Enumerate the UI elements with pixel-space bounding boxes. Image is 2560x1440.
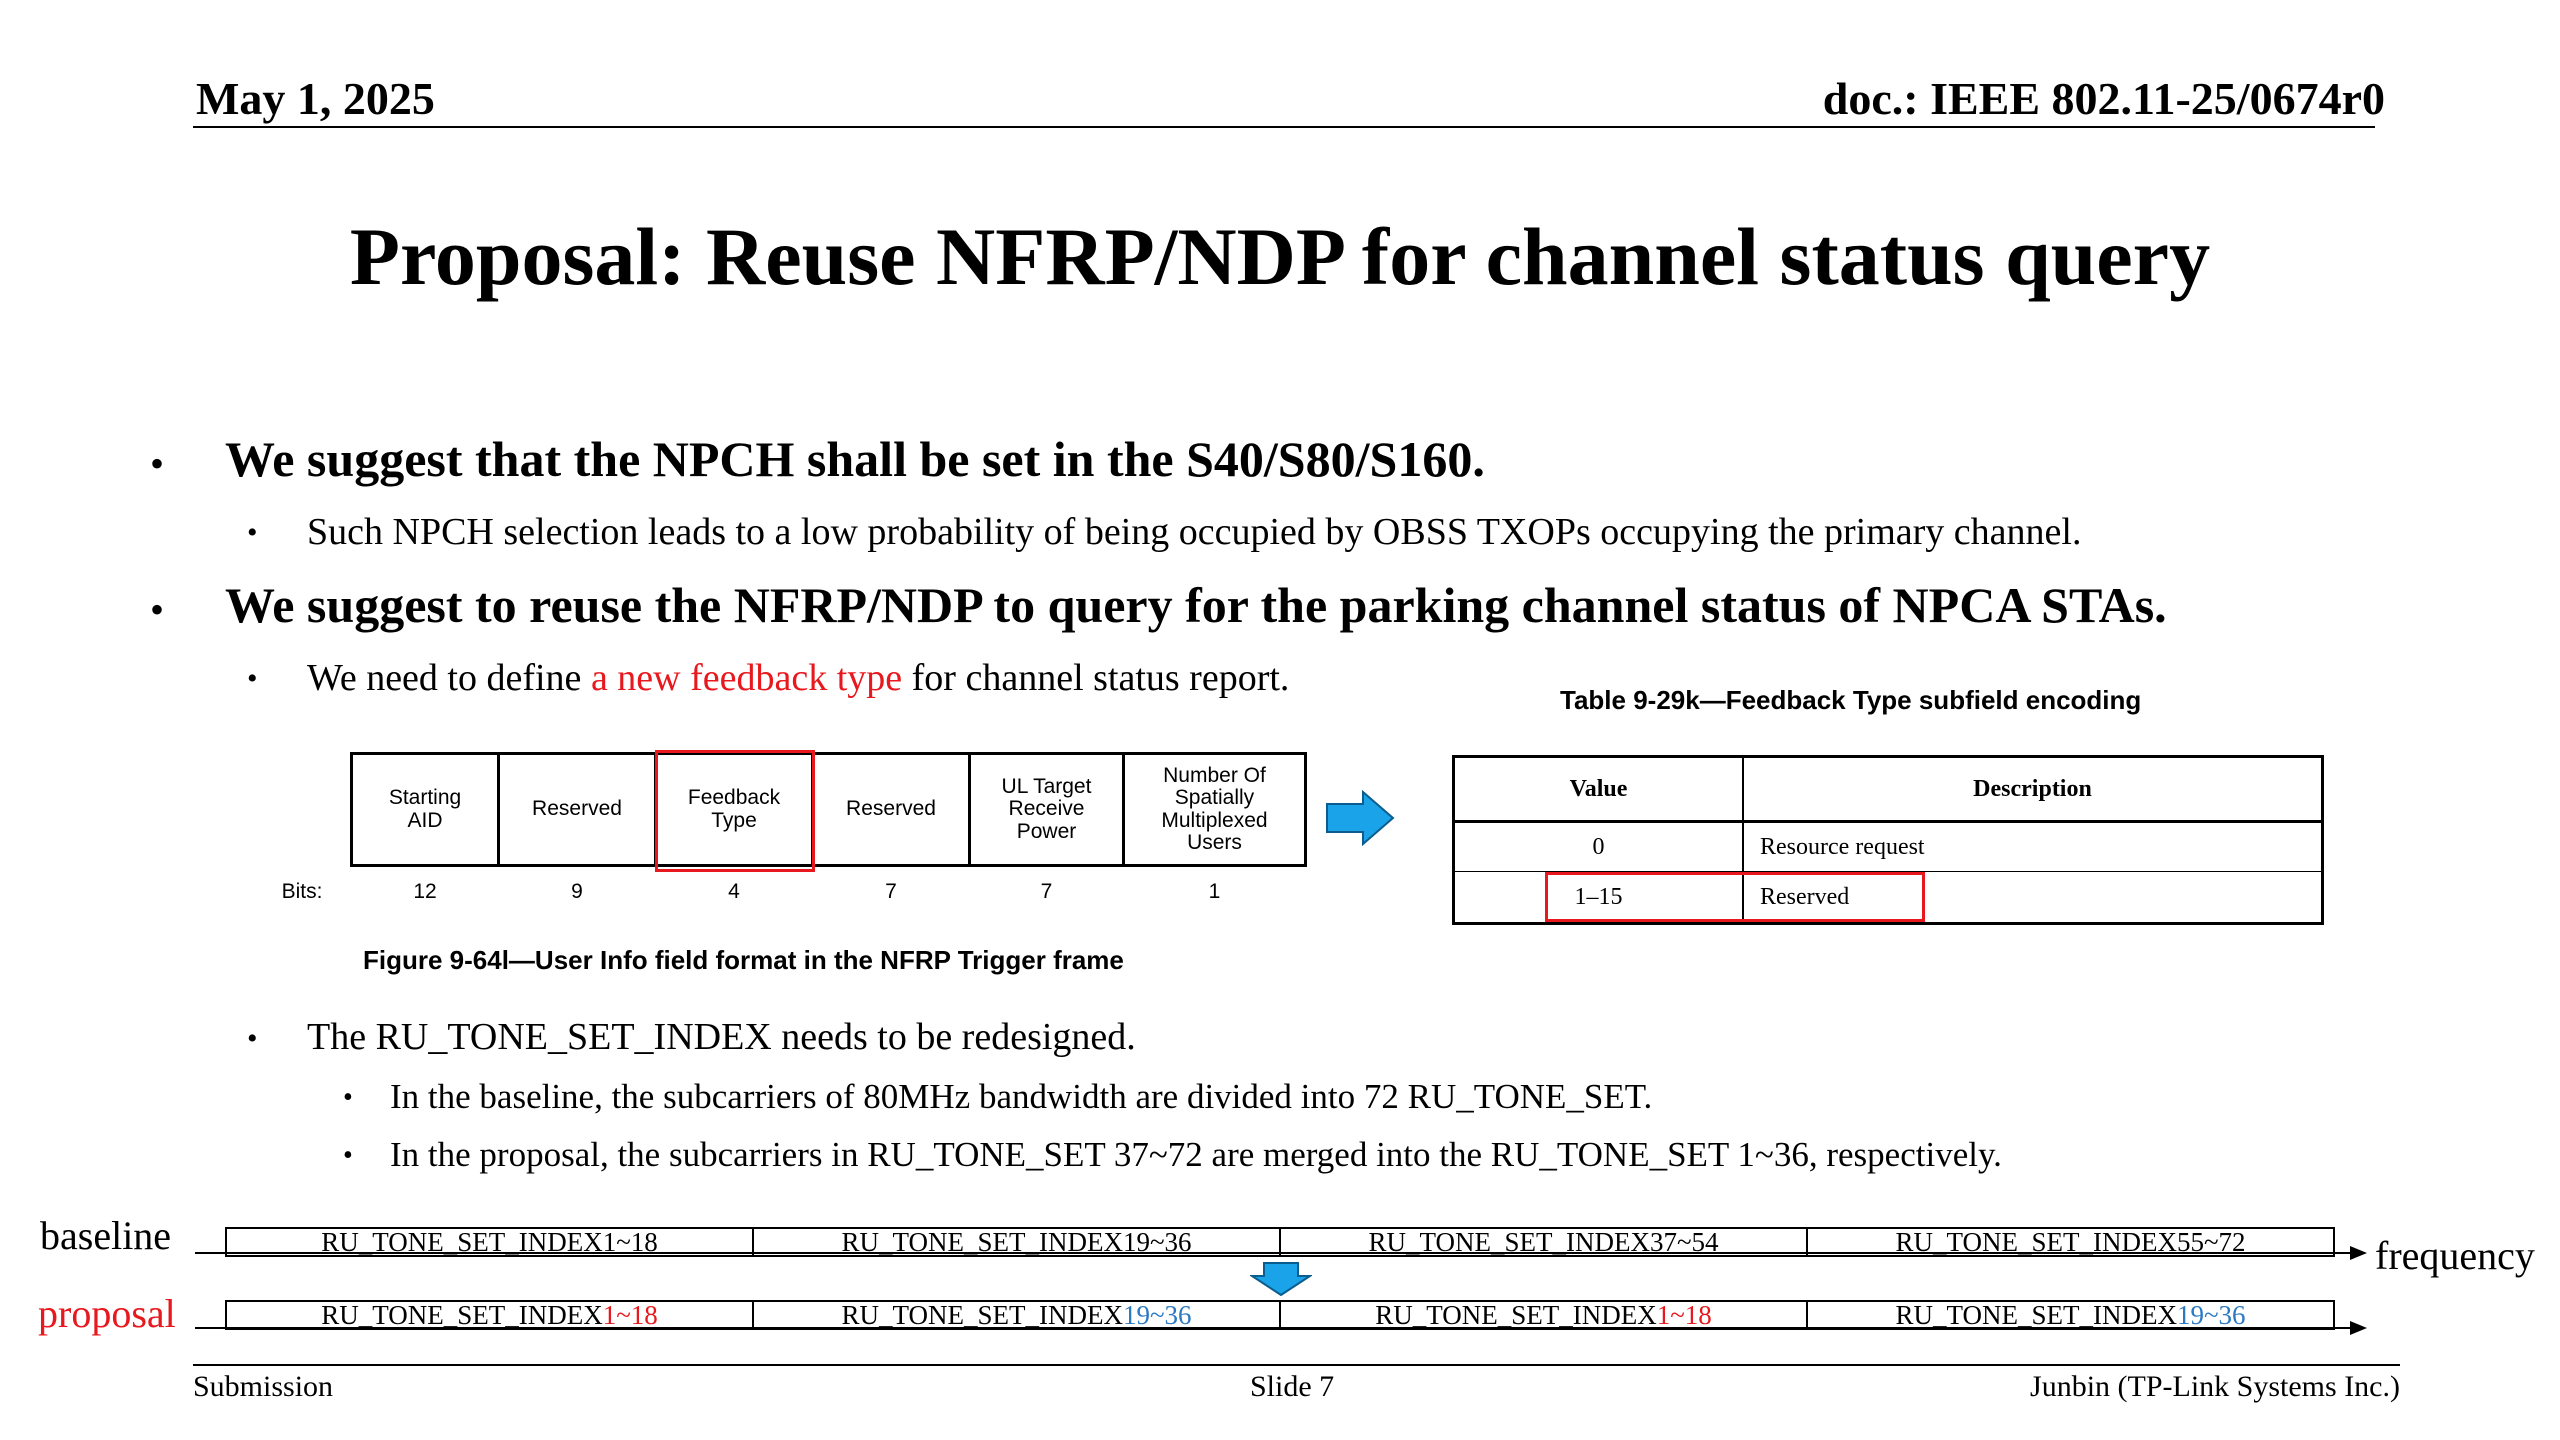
table-cell-description: Resource request [1760, 833, 1925, 860]
segment-range: 19~36 [1122, 1299, 1192, 1330]
header-doc-number: doc.: IEEE 802.11-25/0674r0 [1822, 73, 2385, 124]
bits-value: 7 [885, 880, 897, 903]
sub-bullet-proposal: In the proposal, the subcarriers in RU_TONE_SET 37~72 are merged into the RU_TONE_SET 1~36, respectively. [390, 1135, 2002, 1174]
header-rule [193, 126, 2375, 128]
segment-prefix: RU_TONE_SET_INDEX [1895, 1299, 2177, 1330]
field-number-of-users: Number Of Spatially Multiplexed Users [1122, 752, 1307, 867]
segment-range: 55~72 [2176, 1226, 2246, 1257]
segment-range: 1~18 [602, 1299, 658, 1330]
segment-range: 19~36 [1122, 1226, 1192, 1257]
segment-range: 1~18 [602, 1226, 658, 1257]
sub-bullet-npch-selection: Such NPCH selection leads to a low probability of being occupied by OBSS TXOPs occupying the primary channel. [307, 511, 2082, 553]
bits-value: 12 [413, 880, 437, 903]
proposal-label: proposal [38, 1291, 176, 1336]
segment-range: 37~54 [1649, 1226, 1719, 1257]
table-caption: Table 9-29k—Feedback Type subfield encoding [1560, 685, 2142, 715]
sub-bullet-baseline: In the baseline, the subcarriers of 80MHz bandwidth are divided into 72 RU_TONE_SET. [390, 1077, 1653, 1116]
field-feedback-type: Feedback Type [654, 752, 814, 867]
header-date: May 1, 2025 [196, 73, 435, 124]
sub-bullet-new-feedback-type [307, 656, 1289, 700]
figure-caption: Figure 9-64l—User Info field format in the NFRP Trigger frame [363, 945, 1124, 975]
text-pre: We need to define [307, 657, 591, 699]
baseline-segment [1281, 1226, 1808, 1257]
field-ul-target-receive-power: UL Target Receive Power [968, 752, 1125, 867]
segment-range: 19~36 [2176, 1299, 2246, 1330]
bits-value: 4 [728, 880, 740, 903]
footer-submission: Submission [193, 1370, 334, 1403]
proposal-segment [754, 1299, 1281, 1330]
footer-author: Junbin (TP-Link Systems Inc.) [2030, 1370, 2400, 1403]
table-header-value: Value [1569, 775, 1628, 802]
table-cell-description: Reserved [1760, 883, 1850, 910]
proposal-segment [1281, 1299, 1808, 1330]
table-header-description: Description [1973, 775, 2092, 802]
down-arrow-icon [1250, 1262, 1312, 1296]
baseline-label: baseline [40, 1213, 172, 1258]
segment-prefix: RU_TONE_SET_INDEX [321, 1226, 603, 1257]
bullet-dot: • [247, 662, 258, 695]
bullet-npch-location: We suggest that the NPCH shall be set in the S40/S80/S160. [225, 431, 1485, 487]
footer-rule [193, 1364, 2400, 1366]
right-arrow-icon [1325, 790, 1395, 846]
segment-prefix: RU_TONE_SET_INDEX [841, 1299, 1123, 1330]
table-cell-value: 0 [1592, 833, 1605, 860]
baseline-ru-bar [225, 1227, 2335, 1257]
segment-prefix: RU_TONE_SET_INDEX [1895, 1226, 2177, 1257]
field-reserved-1: Reserved [497, 752, 657, 867]
bullet-dot: • [247, 1022, 258, 1055]
proposal-ru-bar [225, 1300, 2335, 1330]
text-highlight: a new feedback type [590, 657, 903, 699]
segment-prefix: RU_TONE_SET_INDEX [1375, 1299, 1657, 1330]
bullet-dot: • [343, 1140, 353, 1171]
bullet-dot: • [247, 516, 258, 549]
bullet-ru-tone-set: The RU_TONE_SET_INDEX needs to be redesigned. [307, 1016, 1136, 1058]
footer-slide-number: Slide 7 [1250, 1370, 1335, 1403]
proposal-segment [227, 1299, 754, 1330]
field-reserved-2: Reserved [811, 752, 971, 867]
bullet-dot: • [150, 587, 165, 632]
slide-title: Proposal: Reuse NFRP/NDP for channel status query [349, 211, 2211, 302]
baseline-segment [754, 1226, 1281, 1257]
bits-value: 9 [571, 880, 583, 903]
bullet-dot: • [343, 1082, 353, 1113]
bits-label: Bits: [281, 880, 323, 903]
bits-value: 7 [1040, 880, 1053, 903]
segment-prefix: RU_TONE_SET_INDEX [841, 1226, 1123, 1257]
baseline-segment [227, 1226, 754, 1257]
reserved-row-highlight-box [1545, 872, 1925, 922]
bits-value: 1 [1208, 880, 1221, 903]
frequency-label: frequency [2375, 1233, 2535, 1278]
table-cell-value: 1–15 [1574, 883, 1623, 910]
text-post: for channel status report. [902, 657, 1290, 699]
field-starting-aid: Starting AID [350, 752, 500, 867]
segment-prefix: RU_TONE_SET_INDEX [321, 1299, 603, 1330]
segment-prefix: RU_TONE_SET_INDEX [1368, 1226, 1650, 1257]
segment-range: 1~18 [1656, 1299, 1712, 1330]
bullet-reuse-nfrp: We suggest to reuse the NFRP/NDP to query for the parking channel status of NPCA STAs. [225, 577, 2167, 633]
bullet-dot: • [150, 441, 165, 486]
baseline-segment [1808, 1226, 2333, 1257]
proposal-segment [1808, 1299, 2333, 1330]
feedback-type-highlight-box [655, 750, 815, 872]
